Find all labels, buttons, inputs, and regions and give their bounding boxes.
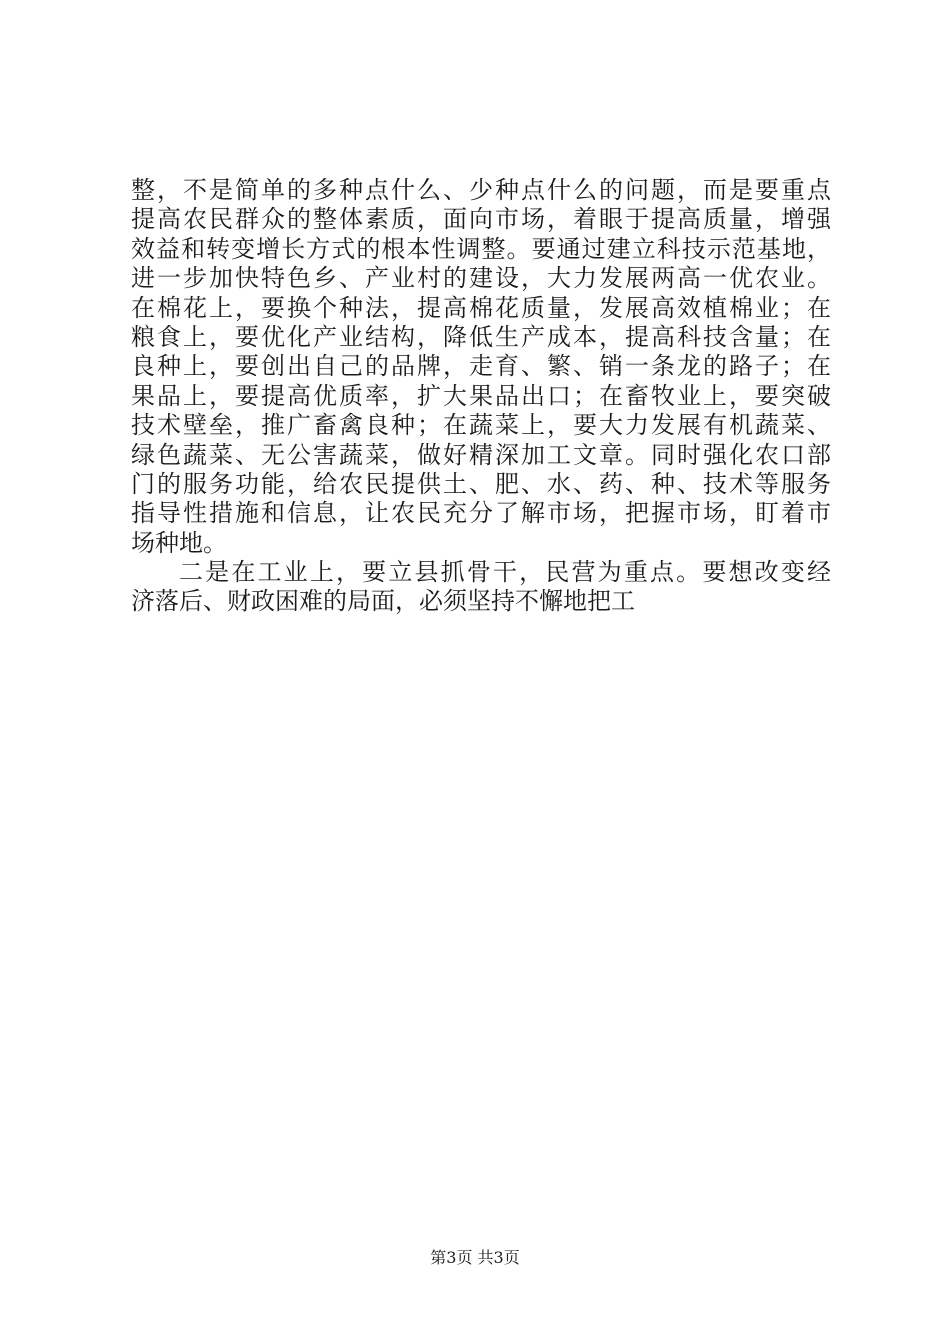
- text-line: 指导性措施和信息，让农民充分了解市场，把握市场，盯着市: [131, 499, 831, 528]
- paragraph-2: [131, 558, 831, 617]
- text-line: 良种上，要创出自己的品牌，走育、繁、销一条龙的路子；在: [131, 352, 831, 381]
- text-line: 绿色蔬菜、无公害蔬菜，做好精深加工文章。同时强化农口部: [131, 440, 831, 469]
- text-line: 粮食上，要优化产业结构，降低生产成本，提高科技含量；在: [131, 322, 831, 351]
- text-line: 果品上，要提高优质率，扩大果品出口；在畜牧业上，要突破: [131, 381, 831, 410]
- text-line: 效益和转变增长方式的根本性调整。要通过建立科技示范基地，: [131, 234, 831, 263]
- text-line: 济落后、财政困难的局面，必须坚持不懈地把工: [131, 587, 635, 616]
- text-line: 技术壁垒，推广畜禽良种；在蔬菜上，要大力发展有机蔬菜、: [131, 411, 831, 440]
- page-footer: [0, 1248, 950, 1268]
- page-number-label: 第3页 共3页: [430, 1248, 520, 1267]
- paragraph-1: [131, 176, 831, 558]
- text-line: 门的服务功能，给农民提供土、肥、水、药、种、技术等服务: [131, 469, 831, 498]
- document-body: [131, 176, 831, 617]
- text-line: 场种地。: [131, 528, 227, 557]
- text-line: 提高农民群众的整体素质，面向市场，着眼于提高质量，增强: [131, 205, 831, 234]
- text-line: 进一步加快特色乡、产业村的建设，大力发展两高一优农业。: [131, 264, 831, 293]
- text-line: 在棉花上，要换个种法，提高棉花质量，发展高效植棉业；在: [131, 293, 831, 322]
- text-line: 整，不是简单的多种点什么、少种点什么的问题，而是要重点: [131, 176, 831, 204]
- text-line: 二是在工业上，要立县抓骨干，民营为重点。要想改变经: [179, 558, 831, 587]
